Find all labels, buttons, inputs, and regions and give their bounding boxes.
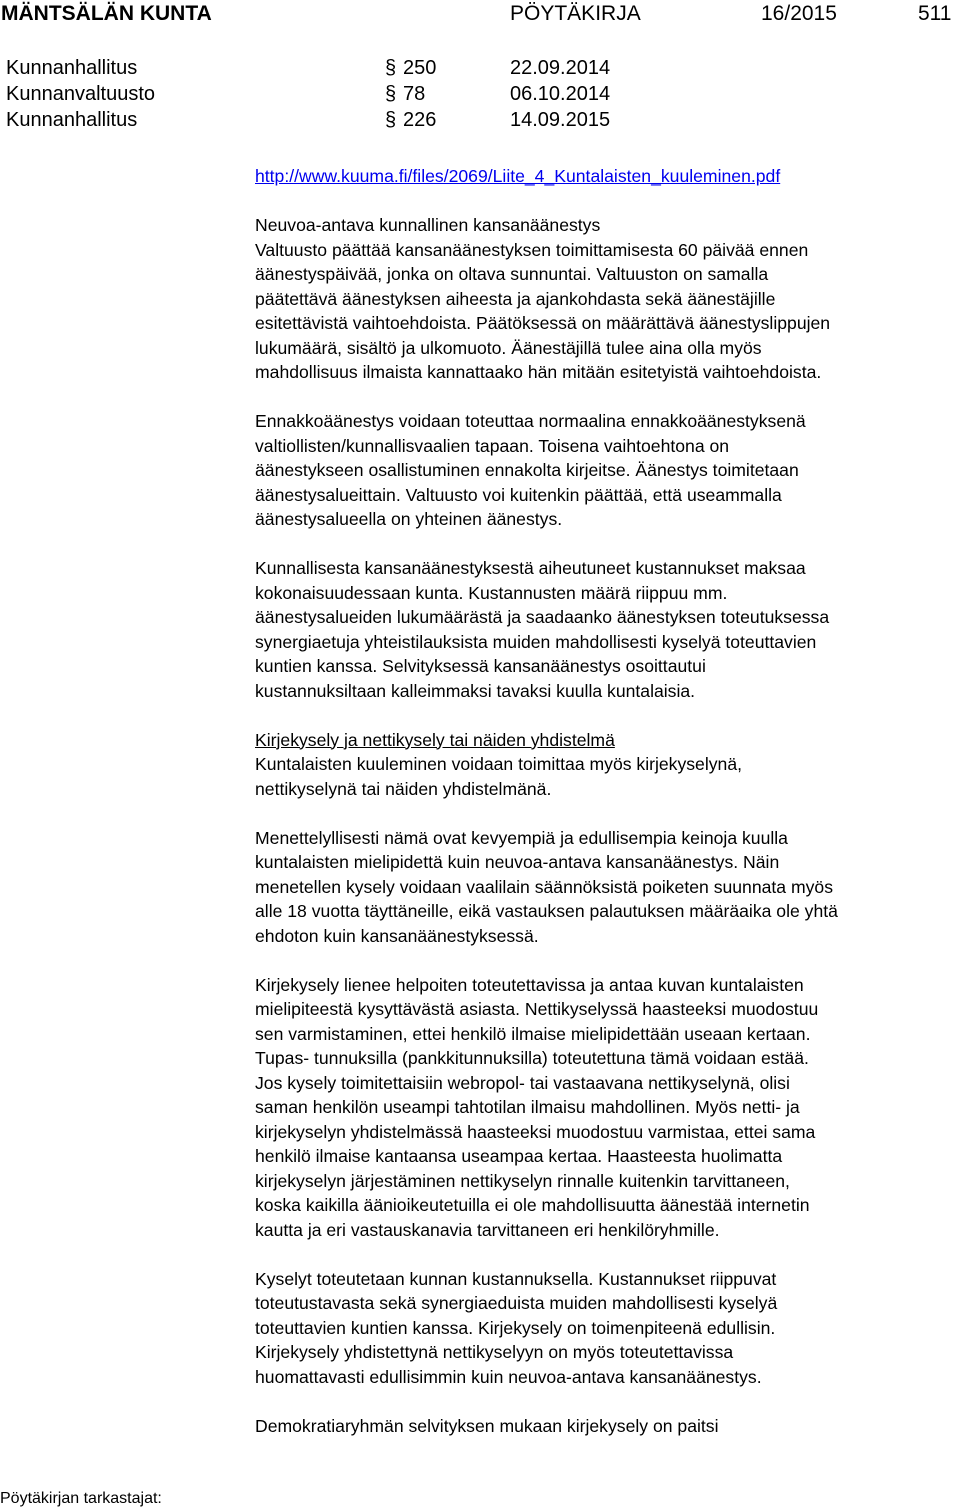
text-line: Kirjekysely yhdistettynä nettikyselyyn on myös toteutettavissa <box>255 1342 734 1362</box>
text-line: nettikyselynä tai näiden yhdistelmänä. <box>255 778 552 799</box>
attachment-link[interactable]: http://www.kuuma.fi/files/2069/Liite_4_Kuntalaisten_kuuleminen.pdf <box>255 166 781 186</box>
text-line: mielipiteestä kysyttävästä asiasta. Nettikyselyssä haasteeksi muodostuu <box>255 999 819 1019</box>
text-line: äänestysalueella on yhteinen äänestys. <box>255 509 563 529</box>
history-date: 14.09.2015 <box>510 109 611 131</box>
page-number: 511 <box>918 2 952 25</box>
document-type: PÖYTÄKIRJA <box>510 2 641 25</box>
paragraph-letter-survey <box>255 973 960 1243</box>
history-date: 06.10.2014 <box>510 83 611 105</box>
minutes-number: 16/2015 <box>761 2 837 25</box>
text-line: toteutustavasta sekä synergiaeduista muiden mahdollisesti kyselyä <box>255 1293 778 1313</box>
footer-inspectors-label: Pöytäkirjan tarkastajat: <box>0 1490 162 1507</box>
text-line: kustannuksiltaan kalleimmaksi tavaksi kuulla kuntalaisia. <box>255 680 696 701</box>
organization-name: MÄNTSÄLÄN KUNTA <box>1 2 212 25</box>
text-line: kautta ja eri vastauskanavia tarvittaneen eri henkilöryhmille. <box>255 1219 720 1240</box>
text-line: alle 18 vuotta täyttäneille, eikä vastauksen palautuksen määräaika ole yhtä <box>255 901 838 921</box>
history-row <box>0 55 960 81</box>
text-line: Menettelyllisesti nämä ovat kevyempiä ja edullisempia keinoja kuulla <box>255 827 788 848</box>
text-line: äänestyspäivää, jonka on oltava sunnuntai. Valtuuston on samalla <box>255 264 769 284</box>
history-row <box>0 107 960 133</box>
text-line: Ennakkoäänestys voidaan toteuttaa normaalina ennakkoäänestyksenä <box>255 411 806 431</box>
section-sign-icon <box>385 107 404 133</box>
text-line: Tupas- tunnuksilla (pankkitunnuksilla) toteutettuna tämä voidaan estää. <box>255 1048 809 1068</box>
text-line: mahdollisuus ilmaista kannattaako hän mitään esitetyistä vaihtoehdoista. <box>255 362 822 382</box>
text-line: toteuttavien kuntien kanssa. Kirjekysely on toimenpiteenä edullisin. <box>255 1317 776 1338</box>
paragraph-advance-voting <box>255 409 960 532</box>
text-line: sen varmistaminen, ettei henkilö ilmaise mielipidettään useaan kertaan. <box>255 1023 811 1044</box>
text-line: kirjekyselyn yhdistelmässä haasteeksi muodostuu varmistaa, ettei sama <box>255 1121 816 1142</box>
text-line: valtiollisten/kunnallisvaalien tapaan. Toisena vaihtoehtona on <box>255 435 730 456</box>
text-line: Kunnallisesta kansanäänestyksestä aiheutuneet kustannukset maksaa <box>255 558 806 578</box>
text-line: Kirjekysely lienee helpoiten toteutettavissa ja antaa kuvan kuntalaisten <box>255 974 804 995</box>
history-body: Kunnanvaltuusto <box>6 83 156 105</box>
text-line: Demokratiaryhmän selvityksen mukaan kirjekysely on paitsi <box>255 1415 719 1436</box>
text-line: Neuvoa-antava kunnallinen kansanäänestys <box>255 215 601 235</box>
paragraph-costs <box>255 556 960 703</box>
paragraph-procedures <box>255 826 960 949</box>
paragraph-democracy-group <box>255 1414 960 1439</box>
text-line: synergiaetuja yhteistilauksista muiden mahdollisesti kyselyä toteuttavien <box>255 631 817 652</box>
paragraph-survey <box>255 728 960 802</box>
text-line: Kuntalaisten kuuleminen voidaan toimittaa myös kirjekyselynä, <box>255 754 743 774</box>
history-section: 226 <box>403 109 437 131</box>
text-line: äänestysalueittain. Valtuusto voi kuitenkin päättää, että useammalla <box>255 484 782 505</box>
text-line: henkilö ilmaise kantaansa useampaa kertaa. Haasteesta huolimatta <box>255 1146 783 1166</box>
attachment-link-line <box>255 164 960 189</box>
text-line: äänestysalueiden lukumäärästä ja saadaanko äänestyksen toteutuksessa <box>255 607 830 627</box>
section-sign-icon <box>385 55 404 81</box>
paragraph-referendum <box>255 213 960 385</box>
text-line: saman henkilön useampi tahtotilan ilmaisu mahdollinen. Myös netti- ja <box>255 1097 800 1117</box>
history-date: 22.09.2014 <box>510 57 611 79</box>
history-body: Kunnanhallitus <box>6 57 138 79</box>
text-line: äänestykseen osallistuminen ennakolta kirjeitse. Äänestys toimitetaan <box>255 460 799 480</box>
text-line: Kyselyt toteutetaan kunnan kustannuksella. Kustannukset riippuvat <box>255 1268 777 1289</box>
text-line: lukumäärä, sisältö ja ulkomuoto. Äänestäjillä tulee aina olla myös <box>255 337 762 358</box>
history-section: 250 <box>403 57 437 79</box>
page-header <box>0 0 960 30</box>
text-line: Jos kysely toimitettaisiin webropol- tai vastaavana nettikyselynä, olisi <box>255 1072 790 1093</box>
text-line: esitettävistä vaihtoehdoista. Päätöksessä on määrättävä äänestyslippujen <box>255 313 831 333</box>
text-line: koska kaikilla äänioikeutetuilla ei ole mahdollisuutta äänestää internetin <box>255 1195 810 1215</box>
text-line: ehdoton kuin kansanäänestyksessä. <box>255 925 539 946</box>
text-line: Valtuusto päättää kansanäänestyksen toimittamisesta 60 päivää ennen <box>255 239 809 260</box>
text-line: päätettävä äänestyksen aiheesta ja ajankohdasta sekä äänestäjille <box>255 288 776 309</box>
text-line: kuntien kanssa. Selvityksessä kansanäänestys osoittautui <box>255 656 706 676</box>
history-row <box>0 81 960 107</box>
history-body: Kunnanhallitus <box>6 109 138 131</box>
document-body <box>255 164 960 1438</box>
history-section: 78 <box>403 83 426 105</box>
text-line: menetellen kysely voidaan vaalilain säännöksistä poiketen suunnata myös <box>255 876 834 897</box>
text-line: kuntalaisten mielipidettä kuin neuvoa-antava kansanäänestys. Näin <box>255 852 780 872</box>
section-sign-icon <box>385 81 404 107</box>
text-line: kirjekyselyn järjestäminen nettikyselyn rinnalle kuitenkin tarvittaneen, <box>255 1170 790 1191</box>
text-line: huomattavasti edullisimmin kuin neuvoa-antava kansanäänestys. <box>255 1366 762 1387</box>
handling-history <box>0 55 960 133</box>
text-line: kokonaisuudessaan kunta. Kustannusten määrä riippuu mm. <box>255 582 728 603</box>
section-subheading: Kirjekysely ja nettikysely tai näiden yhdistelmä <box>255 729 615 750</box>
paragraph-survey-costs <box>255 1267 960 1390</box>
